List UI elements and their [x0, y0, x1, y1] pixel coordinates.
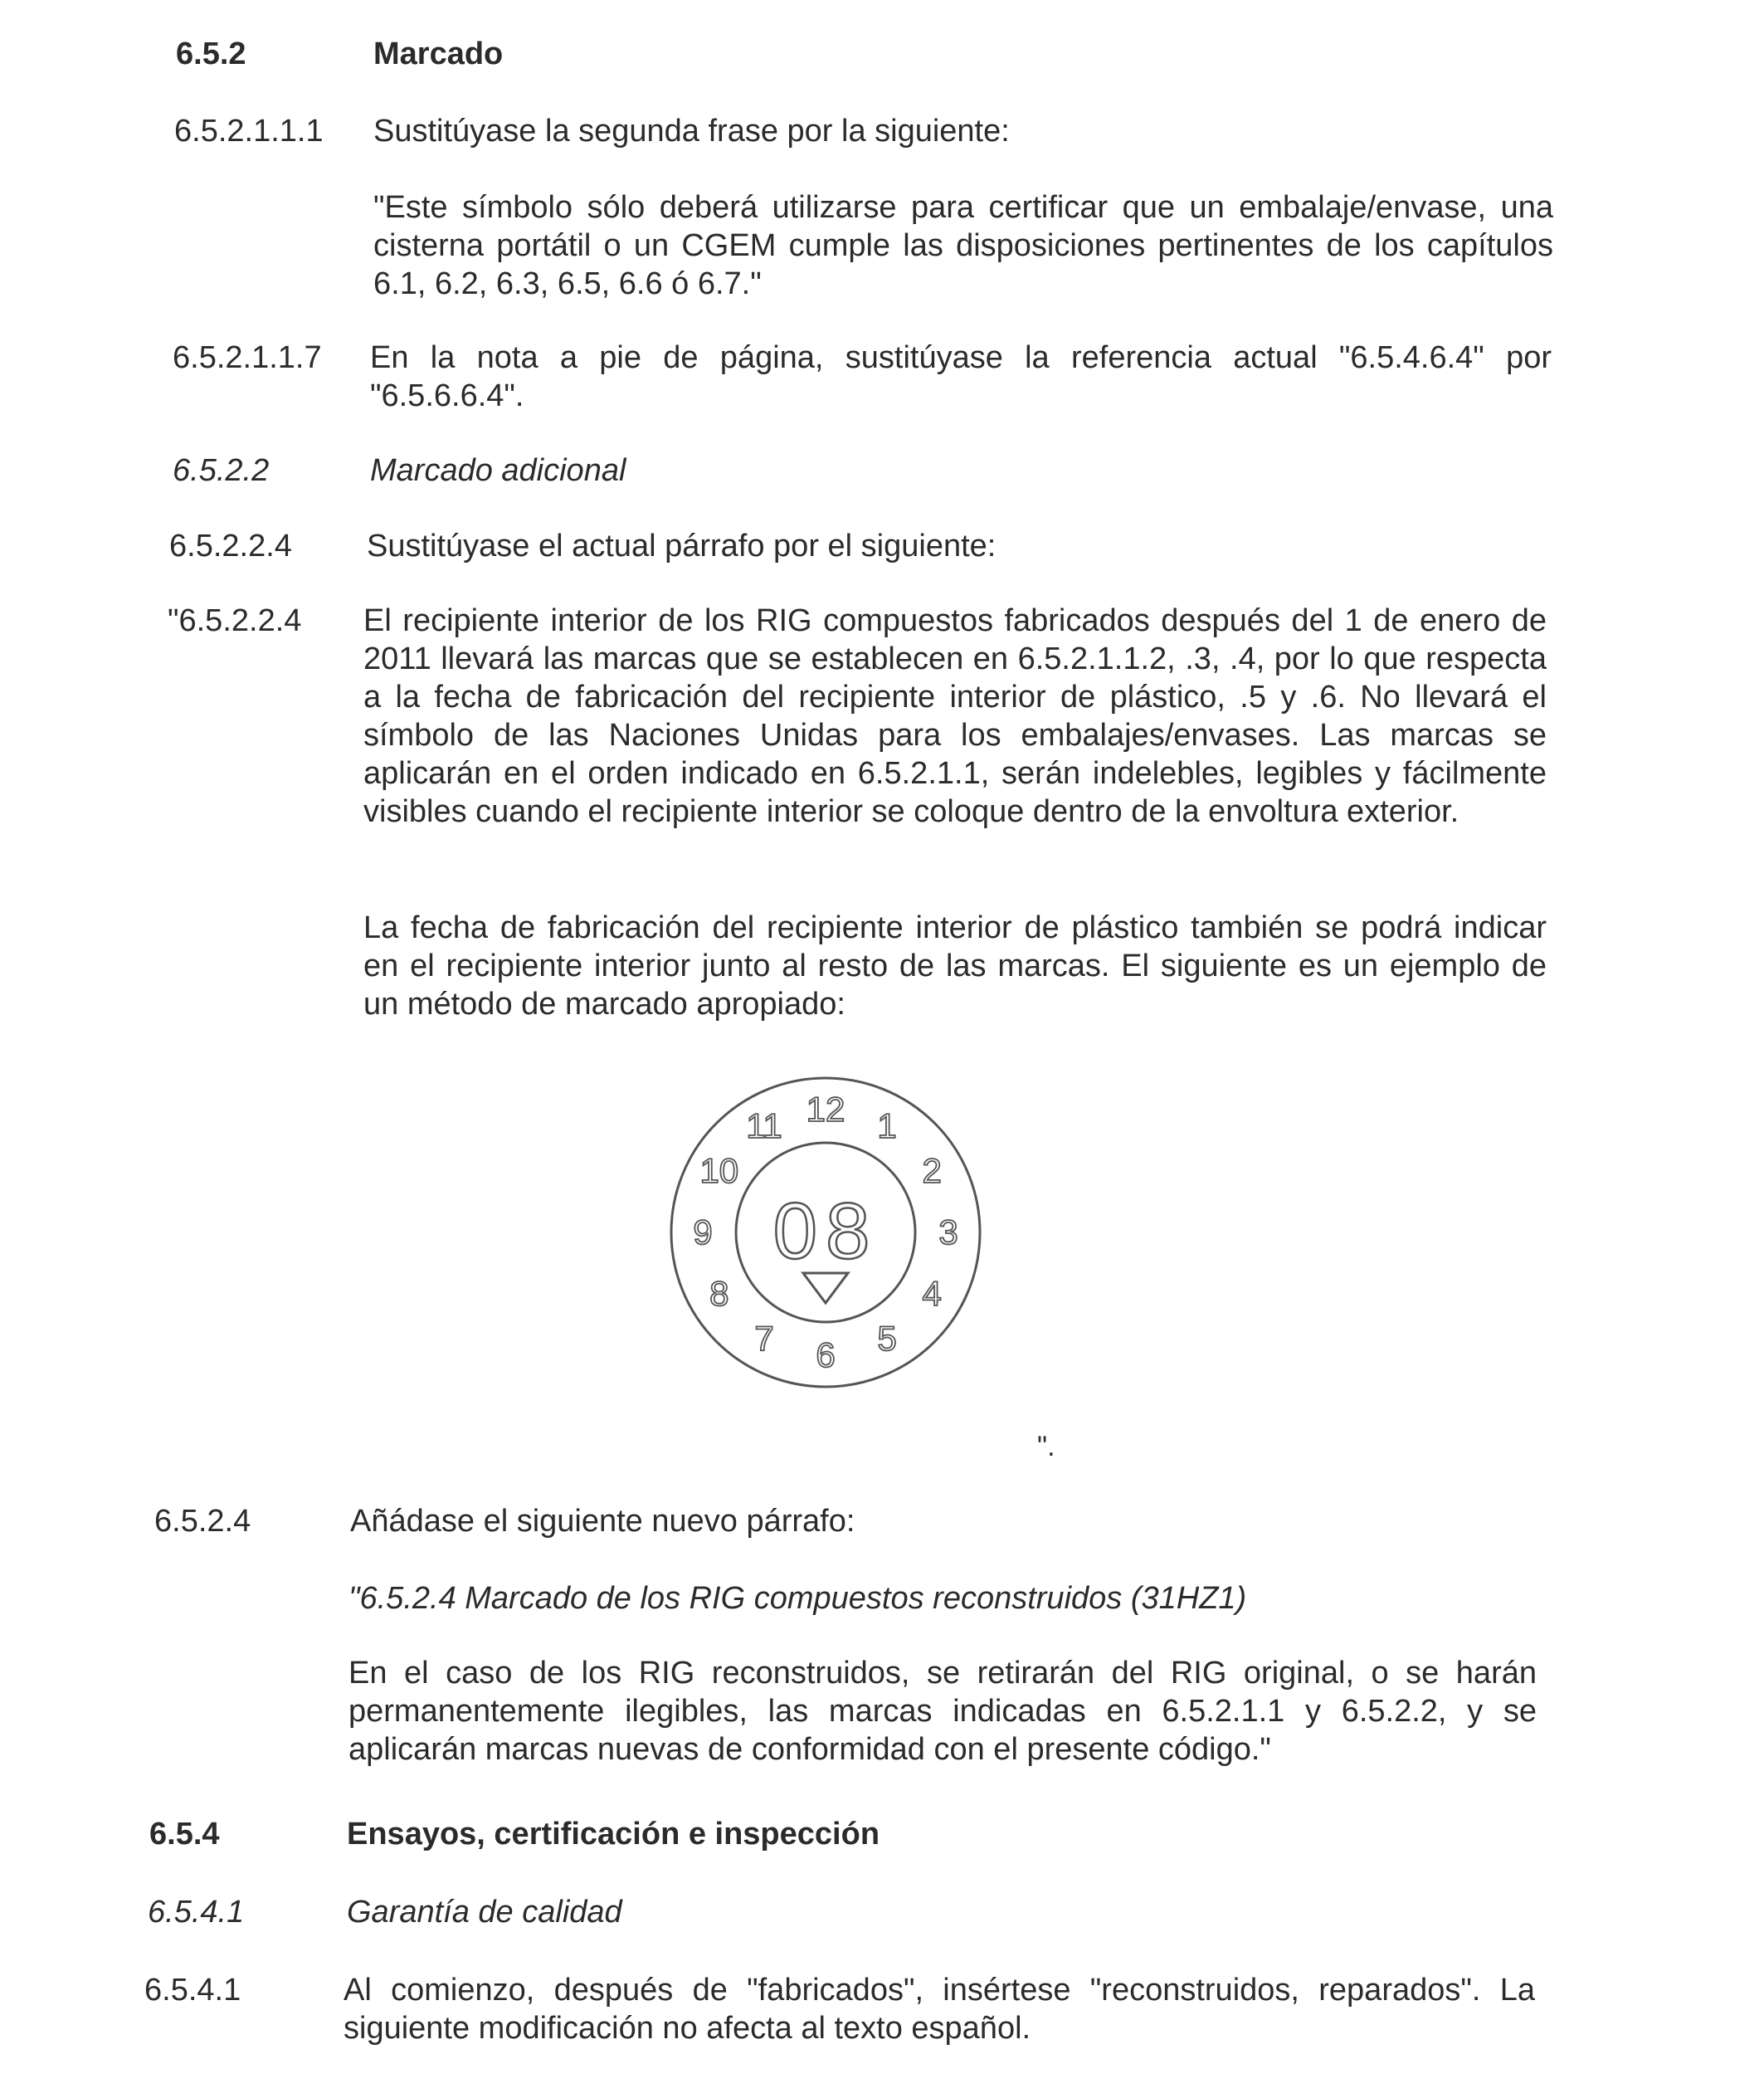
section-title: Ensayos, certificación e inspección	[347, 1817, 880, 1852]
section-6-5-2-2-4	[169, 527, 996, 565]
month-number: 5	[877, 1319, 897, 1359]
section-text: Sustitúyase la segunda frase por la siguiente:	[373, 114, 1010, 149]
month-number: 2	[922, 1151, 942, 1190]
month-number: 11	[746, 1105, 782, 1145]
section-6-5-4-1-heading	[148, 1893, 622, 1931]
section-6-5-2-2-4-replacement	[168, 602, 1547, 831]
date-mark-paragraph: La fecha de fabricación del recipiente interior de plástico también se podrá indicar en el recipiente interior junto al resto de las marcas. El siguiente es un ejemplo de un método de marcado apropiado:	[363, 910, 1547, 1022]
section-title: Marcado adicional	[370, 453, 626, 488]
section-title: Marcado	[373, 37, 504, 71]
section-6-5-4-heading	[149, 1815, 880, 1853]
date-of-manufacture-mark	[664, 1071, 987, 1394]
month-number: 10	[699, 1151, 739, 1190]
month-number: 6	[816, 1335, 836, 1374]
section-number: 6.5.4.1	[148, 1895, 245, 1930]
section-text: El recipiente interior de los RIG compuestos fabricados después del 1 de enero de 2011 llevará las marcas que se establecen en 6.5.2.1.1.2, .3, .4, por lo que respecta a la fecha de fabricación del recipiente interior de plástico, .5 y .6. No llevará el símbolo de las Naciones Unidas para los embalajes/envases. Las marcas se aplicarán en el orden indicado en 6.5.2.1.1, serán indelebles, legibles y fácilmente visibles cuando el recipiente interior se coloque dentro de la envoltura exterior.	[363, 603, 1547, 829]
section-text: Al comienzo, después de "fabricados", insértese "reconstruidos, reparados". La siguiente modificación no afecta al texto español.	[344, 1973, 1535, 2046]
section-number: 6.5.2.2	[173, 453, 270, 488]
triangle-marker-icon	[803, 1273, 848, 1303]
section-text: Sustitúyase el actual párrafo por el siguiente:	[367, 529, 997, 564]
section-number: 6.5.2.2.4	[169, 529, 292, 564]
clock-dial-icon	[664, 1071, 987, 1394]
month-number: 9	[693, 1212, 713, 1251]
quoted-sentence: "Este símbolo sólo deberá utilizarse para certificar que un embalaje/envase, una cisterna portátil o un CGEM cumple las disposiciones pertinentes de los capítulos 6.1, 6.2, 6.3, 6.5, 6.6 ó 6.7."	[373, 190, 1553, 301]
closing-quote: ".	[1037, 1431, 1055, 1462]
section-text: En la nota a pie de página, sustitúyase la referencia actual "6.5.4.6.4" por "6.5.6.6.4".	[370, 340, 1552, 413]
month-number: 8	[709, 1274, 729, 1313]
section-number: 6.5.2.1.1.1	[174, 114, 324, 149]
section-6-5-4-1	[144, 1971, 1535, 2047]
month-number: 4	[922, 1274, 942, 1313]
section-6-5-2-4	[154, 1502, 855, 1540]
section-title: Garantía de calidad	[347, 1895, 622, 1930]
section-number: "6.5.2.2.4	[168, 603, 302, 638]
month-number: 1	[877, 1105, 897, 1145]
section-number: 6.5.4	[149, 1817, 220, 1852]
new-paragraph-text: En el caso de los RIG reconstruidos, se retirarán del RIG original, o se harán permanentemente ilegibles, las marcas indicadas en 6.5.2.1.1 y 6.5.2.2, y se aplicarán marcas nuevas de conformidad con el presente código."	[348, 1656, 1537, 1767]
section-number: 6.5.2.1.1.7	[173, 340, 322, 375]
section-6-5-2-2-heading	[173, 451, 626, 490]
section-6-5-2-1-1-7	[173, 339, 1552, 415]
new-paragraph-heading: "6.5.2.4 Marcado de los RIG compuestos reconstruidos (31HZ1)	[348, 1581, 1247, 1616]
section-number: 6.5.2	[176, 37, 246, 71]
year-digits: 08	[772, 1187, 879, 1276]
month-number: 3	[938, 1212, 958, 1251]
section-text: Añádase el siguiente nuevo párrafo:	[350, 1504, 855, 1539]
section-number: 6.5.2.4	[154, 1504, 251, 1539]
section-6-5-2-1-1-1	[174, 112, 1010, 150]
month-number: 7	[754, 1319, 774, 1359]
month-number: 12	[806, 1090, 845, 1129]
section-number: 6.5.4.1	[144, 1973, 241, 2008]
section-6-5-2-heading	[176, 35, 503, 73]
